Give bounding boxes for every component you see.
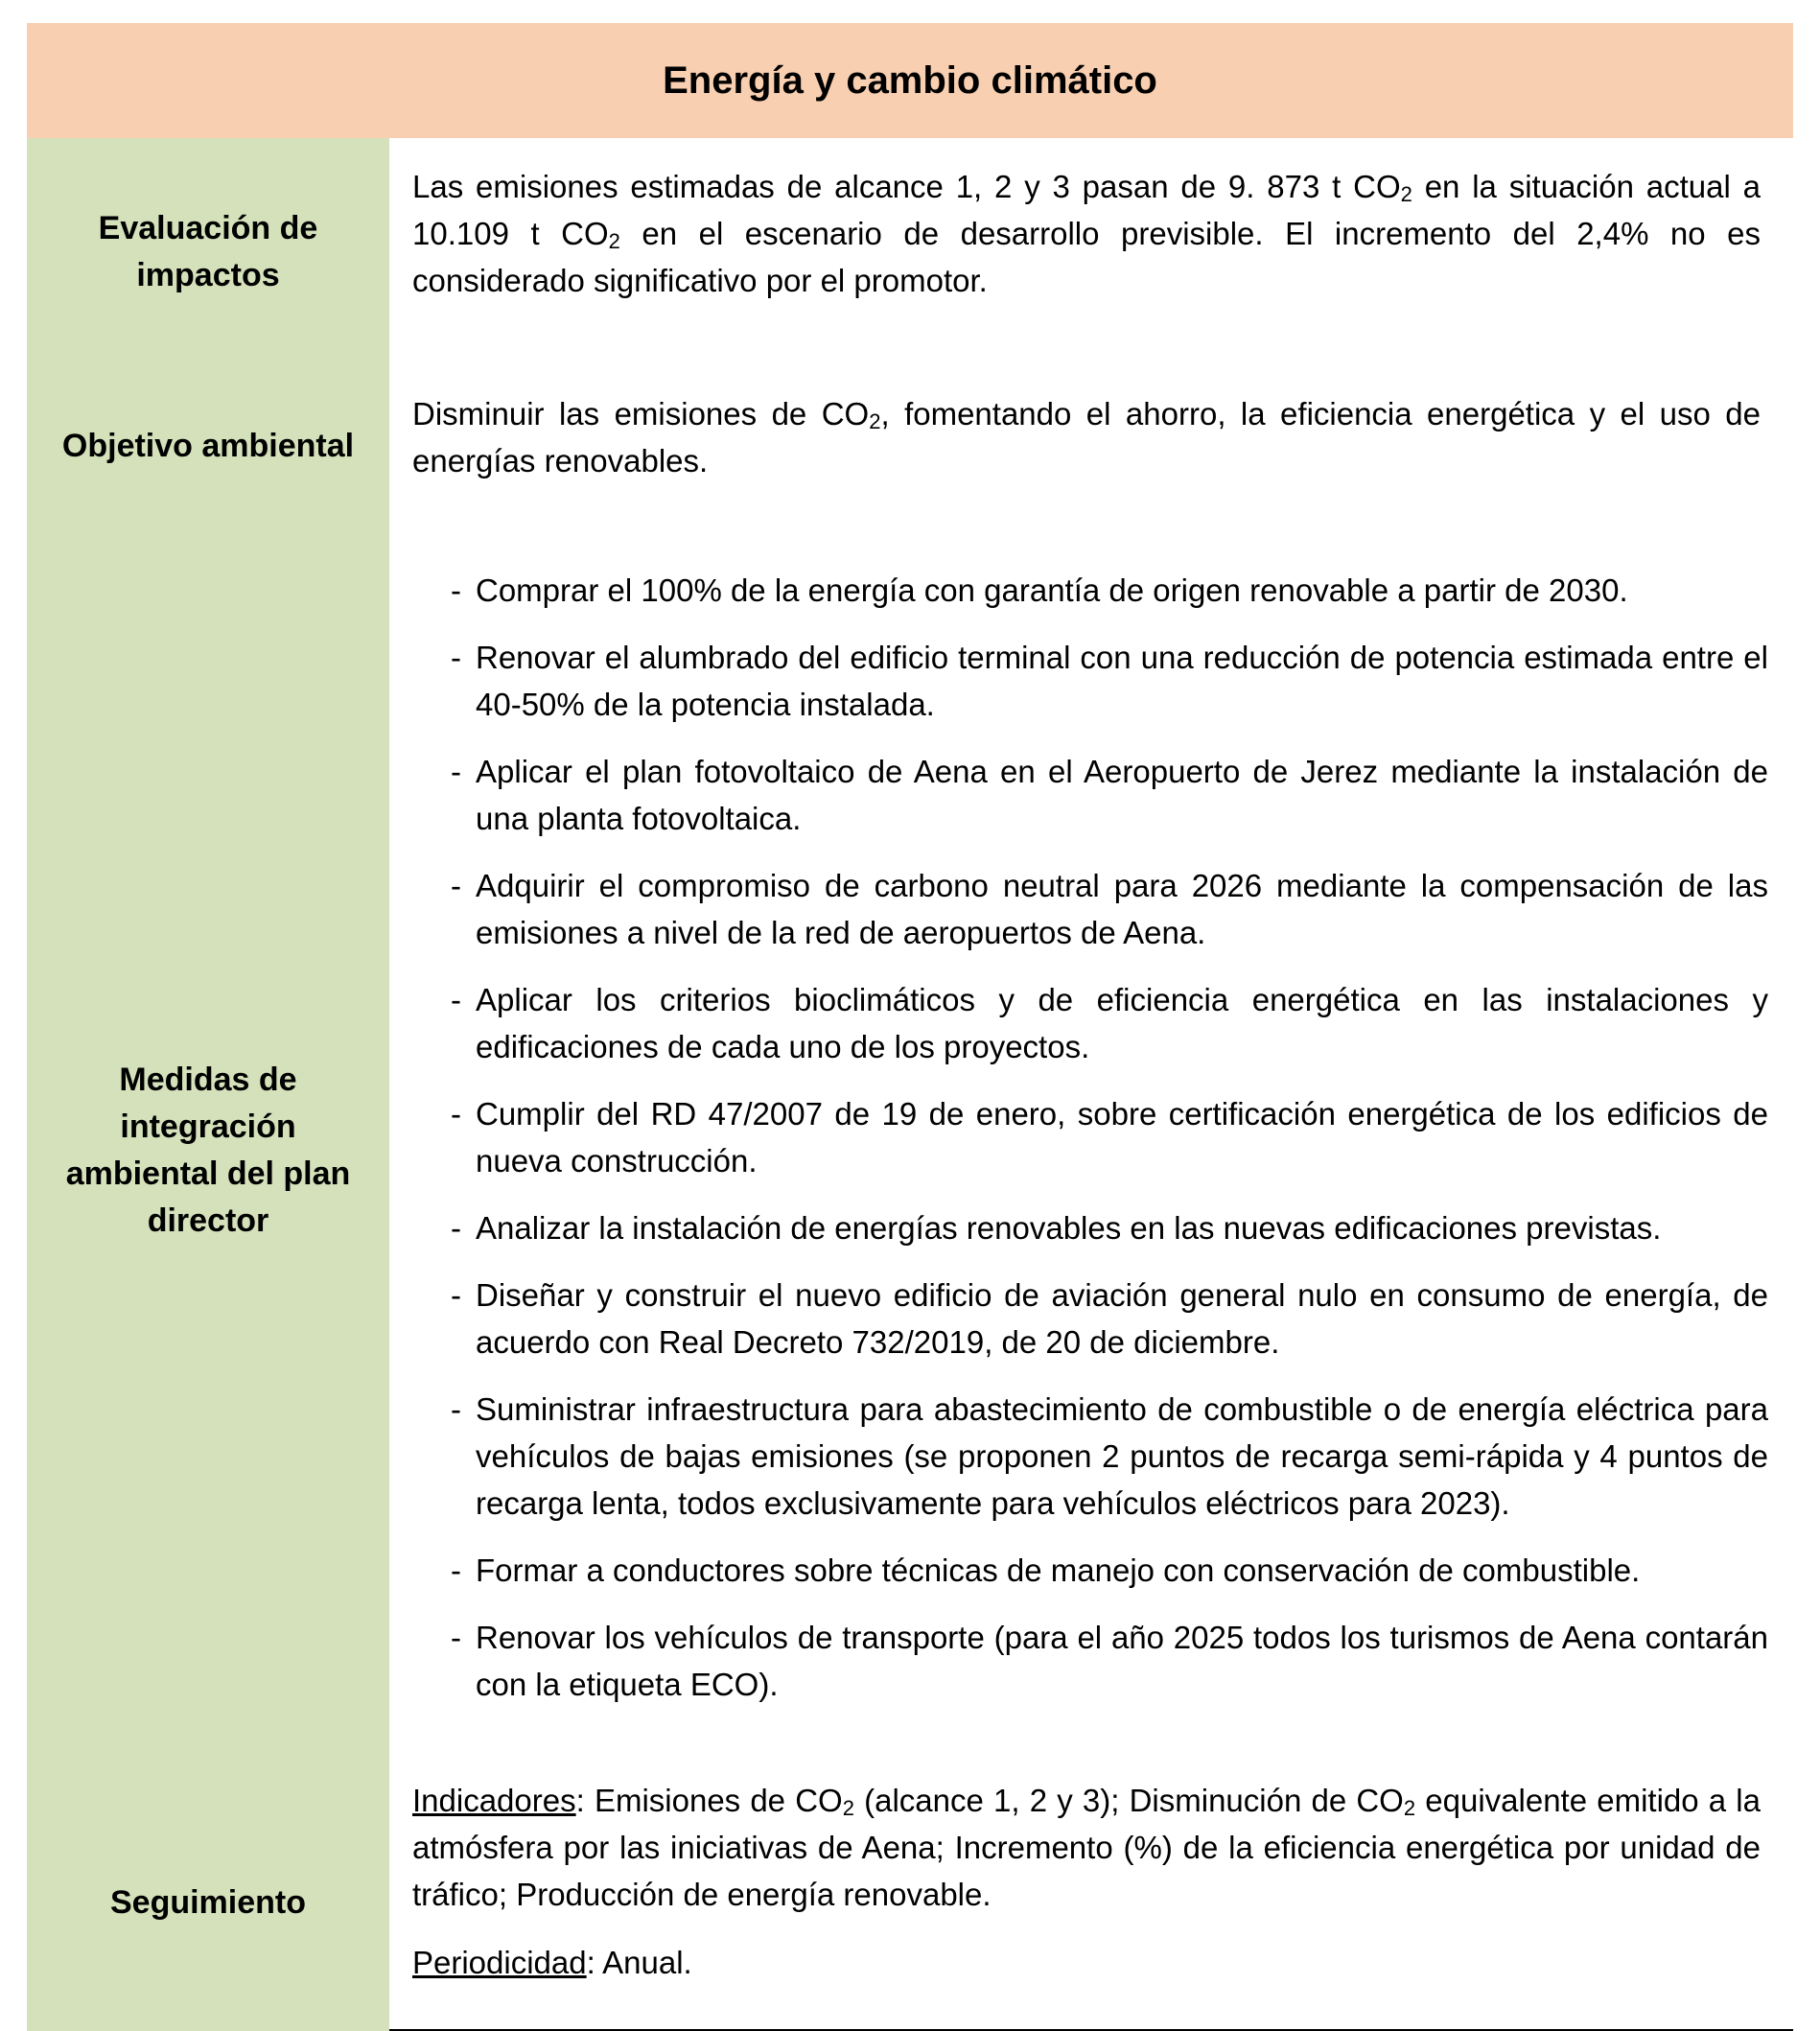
subscript: 2 (842, 1796, 854, 1820)
row-evaluacion (27, 138, 1793, 365)
evaluacion-text-part: Las emisiones estimadas de alcance 1, 2 y 3 pasan de 9. 873 t CO (412, 169, 1401, 204)
label-seguimiento: Seguimiento (27, 1756, 389, 2031)
measure-text: Renovar los vehículos de transporte (para el año 2025 todos los turismos de Aena contarán con la etiqueta ECO). (476, 1620, 1768, 1702)
measure-item (412, 1386, 1768, 1527)
measure-item (412, 567, 1768, 614)
table-title: Energía y cambio climático (27, 23, 1793, 138)
list-dash: - (451, 1552, 461, 1588)
subscript: 2 (1403, 1796, 1416, 1820)
measure-text: Formar a conductores sobre técnicas de manejo con conservación de combustible. (476, 1552, 1641, 1588)
list-dash: - (451, 572, 461, 608)
subscript: 2 (608, 229, 620, 253)
list-dash: - (451, 754, 461, 789)
list-dash: - (451, 640, 461, 675)
content-evaluacion (389, 138, 1793, 365)
objetivo-text-part: Disminuir las emisiones de CO (412, 396, 870, 432)
list-dash: - (451, 868, 461, 903)
content-objetivo (389, 365, 1793, 526)
indicadores-text-part: (alcance 1, 2 y 3); Disminución de CO (853, 1783, 1404, 1818)
label-evaluacion: Evaluación de impactos (27, 138, 389, 365)
measure-item (412, 748, 1768, 842)
periodicidad-label: Periodicidad (412, 1945, 587, 1980)
row-seguimiento (27, 1756, 1793, 2031)
measure-text: Aplicar el plan fotovoltaico de Aena en el Aeropuerto de Jerez mediante la instalación de una planta fotovoltaica. (476, 754, 1768, 836)
measure-text: Aplicar los criterios bioclimáticos y de eficiencia energética en las instalaciones y edificaciones de cada uno de los proyectos. (476, 982, 1768, 1064)
measure-item (412, 634, 1768, 728)
evaluacion-text-part: en el escenario de desarrollo previsible. El incremento del 2,4% no es considerado significativo por el promotor. (412, 216, 1761, 298)
periodicidad-value: : Anual. (586, 1945, 692, 1980)
periodicidad-text (412, 1939, 1761, 1986)
measure-item (412, 1090, 1768, 1184)
measure-text: Analizar la instalación de energías renovables en las nuevas edificaciones previstas. (476, 1210, 1662, 1246)
measure-text: Cumplir del RD 47/2007 de 19 de enero, sobre certificación energética de los edificios de nueva construcción. (476, 1096, 1768, 1179)
measure-item (412, 1614, 1768, 1708)
measure-text: Renovar el alumbrado del edificio terminal con una reducción de potencia estimada entre el 40-50% de la potencia instalada. (476, 640, 1768, 722)
measures-list (412, 567, 1768, 1708)
measure-text: Adquirir el compromiso de carbono neutral para 2026 mediante la compensación de las emisiones a nivel de la red de aeropuertos de Aena. (476, 868, 1768, 950)
list-dash: - (451, 1391, 461, 1427)
list-dash: - (451, 982, 461, 1017)
evaluacion-text-part: en la situación actual a 10.109 t CO (412, 169, 1761, 251)
objetivo-text (412, 390, 1761, 484)
row-medidas (27, 526, 1793, 1756)
measure-item (412, 1204, 1768, 1251)
measure-text: Diseñar y construir el nuevo edificio de aviación general nulo en consumo de energía, de acuerdo con Real Decreto 732/2019, de 20 de diciembre. (476, 1277, 1768, 1360)
measure-item (412, 1272, 1768, 1366)
measure-text: Comprar el 100% de la energía con garantía de origen renovable a partir de 2030. (476, 572, 1628, 608)
label-medidas: Medidas de integración ambiental del plan director (27, 526, 389, 1756)
list-dash: - (451, 1620, 461, 1655)
row-objetivo (27, 365, 1793, 526)
objetivo-text-part: , fomentando el ahorro, la eficiencia energética y el uso de energías renovables. (412, 396, 1762, 479)
evaluacion-text (412, 163, 1761, 304)
list-dash: - (451, 1096, 461, 1132)
measure-item (412, 976, 1768, 1070)
label-objetivo: Objetivo ambiental (27, 365, 389, 526)
indicadores-text-part: : Emisiones de CO (575, 1783, 843, 1818)
content-seguimiento (389, 1756, 1793, 2031)
indicadores-label: Indicadores (412, 1783, 576, 1818)
energy-climate-table (27, 23, 1793, 2031)
content-medidas (389, 526, 1793, 1756)
indicadores-text-part: equivalente emitido a la atmósfera por las iniciativas de Aena; Incremento (%) de la eficiencia energética por unidad de tráfico; Producción de energía renovable. (412, 1783, 1761, 1912)
measure-item (412, 862, 1768, 956)
indicadores-text (412, 1777, 1761, 1918)
measure-item (412, 1547, 1768, 1594)
list-dash: - (451, 1277, 461, 1313)
subscript: 2 (869, 409, 881, 433)
measure-text: Suministrar infraestructura para abastecimiento de combustible o de energía eléctrica para vehículos de bajas emisiones (se proponen 2 puntos de recarga semi-rápida y 4 puntos de recarga lenta, todos exclusivamente para vehículos eléctricos para 2023). (476, 1391, 1768, 1521)
subscript: 2 (1400, 182, 1412, 206)
list-dash: - (451, 1210, 461, 1246)
